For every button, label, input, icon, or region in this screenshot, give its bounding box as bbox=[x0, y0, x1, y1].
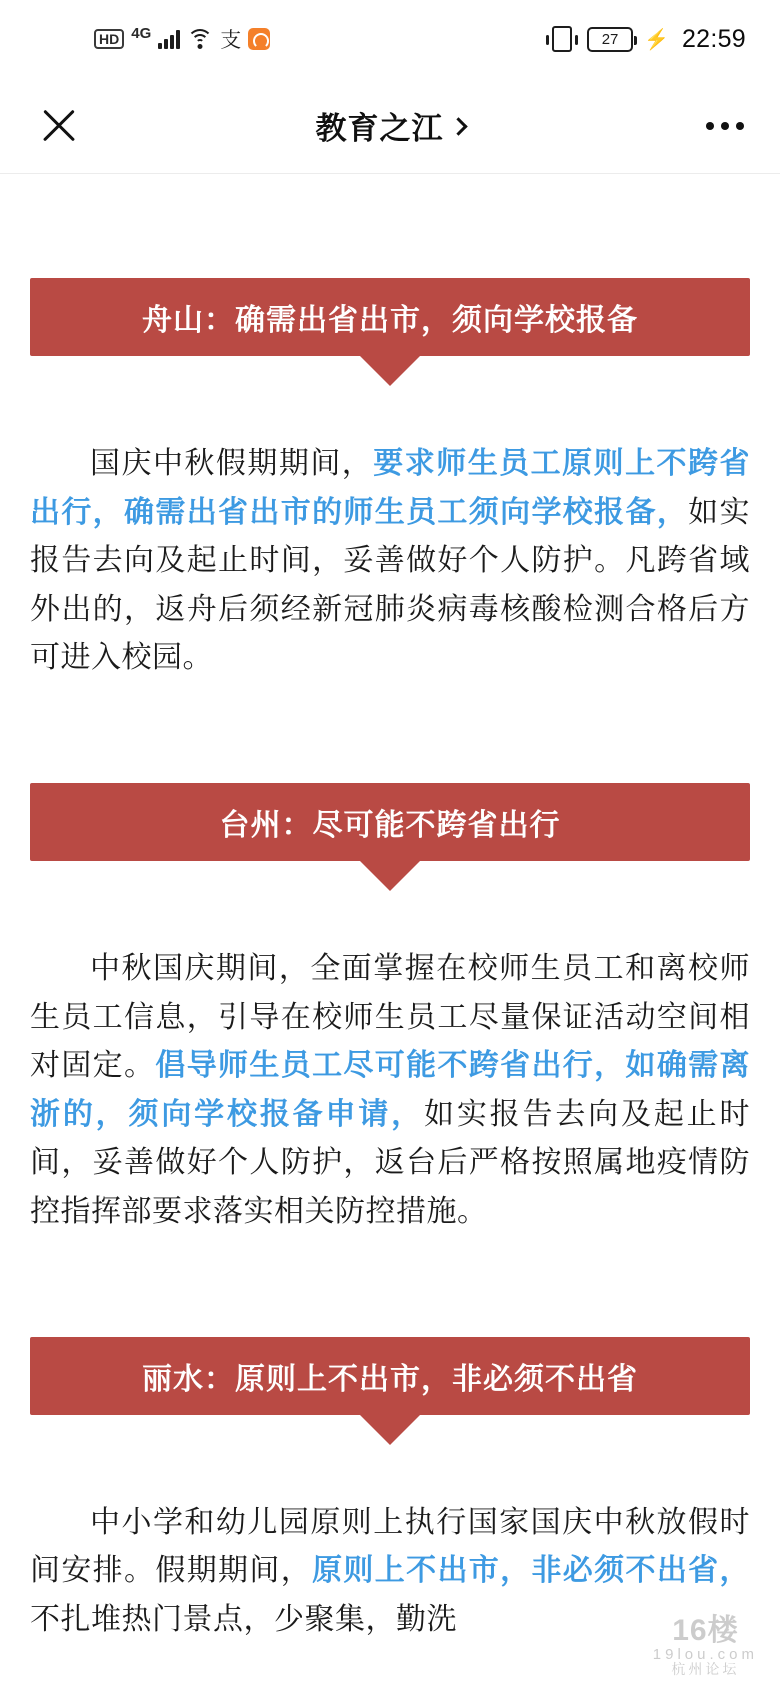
section-paragraph bbox=[30, 945, 750, 1237]
status-right-icons bbox=[552, 25, 746, 54]
article-section bbox=[30, 783, 750, 1237]
article-content bbox=[0, 278, 780, 1644]
page-title[interactable] bbox=[82, 103, 698, 148]
banner-bar bbox=[30, 1337, 750, 1415]
section-banner bbox=[30, 278, 750, 386]
status-bar bbox=[0, 0, 780, 78]
paragraph-text-highlight: 原则上不出市，非必须不出省， bbox=[312, 1554, 751, 1588]
watermark-line-3: 杭州论坛 bbox=[671, 1661, 740, 1678]
watermark-line-2: 19lou.com bbox=[652, 1645, 758, 1663]
paragraph-text-plain: 如实报告去向及起止时间，妥善做好个人防护，返台后严格按照属地疫情防控指挥部要求落实相关防控措施。 bbox=[30, 1097, 750, 1228]
signal-bars-icon bbox=[158, 29, 180, 49]
status-clock: 22:59 bbox=[681, 24, 746, 53]
hd-icon: HD bbox=[94, 29, 124, 50]
alipay-icon: 支 bbox=[220, 28, 242, 52]
section-paragraph bbox=[30, 440, 750, 683]
paragraph-text-plain: 国庆中秋假期期间， bbox=[90, 447, 374, 480]
navigation-bar bbox=[0, 78, 780, 174]
article-section bbox=[30, 1337, 750, 1645]
section-paragraph bbox=[30, 1499, 750, 1645]
network-type-icon: 4G bbox=[131, 24, 152, 42]
banner-title: 台州：尽可能不跨省出行 bbox=[219, 808, 561, 842]
article-section bbox=[30, 278, 750, 683]
close-icon[interactable] bbox=[36, 103, 82, 149]
chevron-right-icon bbox=[449, 117, 467, 135]
banner-arrow-icon bbox=[360, 356, 420, 386]
banner-title: 丽水：原则上不出市，非必须不出省 bbox=[142, 1362, 638, 1396]
paragraph-text-plain: 中小学和幼儿园原则上执行国家国庆中秋放假时间安排。假期期间， bbox=[30, 1505, 750, 1588]
app-notification-icon bbox=[248, 28, 270, 50]
vibrate-mode-icon bbox=[552, 26, 572, 52]
paragraph-text-highlight: 倡导师生员工尽可能不跨省出行，如确需离浙的，须向学校报备申请， bbox=[30, 1049, 751, 1131]
section-banner bbox=[30, 783, 750, 891]
page-title-label: 教育之江 bbox=[315, 111, 444, 146]
banner-bar bbox=[30, 278, 750, 356]
paragraph-text-plain: 如实报告去向及起止时间，妥善做好个人防护。凡跨省域外出的，返舟后须经新冠肺炎病毒核酸检测合格后方可进入校园。 bbox=[30, 495, 751, 675]
paragraph-text-plain: 中秋国庆期间，全面掌握在校师生员工和离校师生员工信息，引导在校师生员工尽量保证活动空间相对固定。 bbox=[30, 951, 750, 1083]
paragraph-text-plain: 不扎堆热门景点，少聚集，勤洗 bbox=[30, 1602, 457, 1636]
banner-bar bbox=[30, 783, 750, 861]
paragraph-text-highlight: 要求师生员工原则上不跨省出行，确需出省出市的师生员工须向学校报备， bbox=[30, 447, 751, 529]
watermark-line-1: 16楼 bbox=[672, 1614, 739, 1648]
battery-icon: 27 bbox=[587, 27, 633, 52]
charging-icon: ⚡ bbox=[644, 28, 669, 51]
section-banner bbox=[30, 1337, 750, 1445]
wifi-icon bbox=[187, 29, 213, 49]
banner-arrow-icon bbox=[360, 1415, 420, 1445]
banner-title: 舟山：确需出省出市，须向学校报备 bbox=[142, 304, 638, 337]
more-options-icon[interactable] bbox=[698, 122, 744, 130]
banner-arrow-icon bbox=[360, 861, 420, 891]
status-left-icons bbox=[94, 24, 270, 54]
